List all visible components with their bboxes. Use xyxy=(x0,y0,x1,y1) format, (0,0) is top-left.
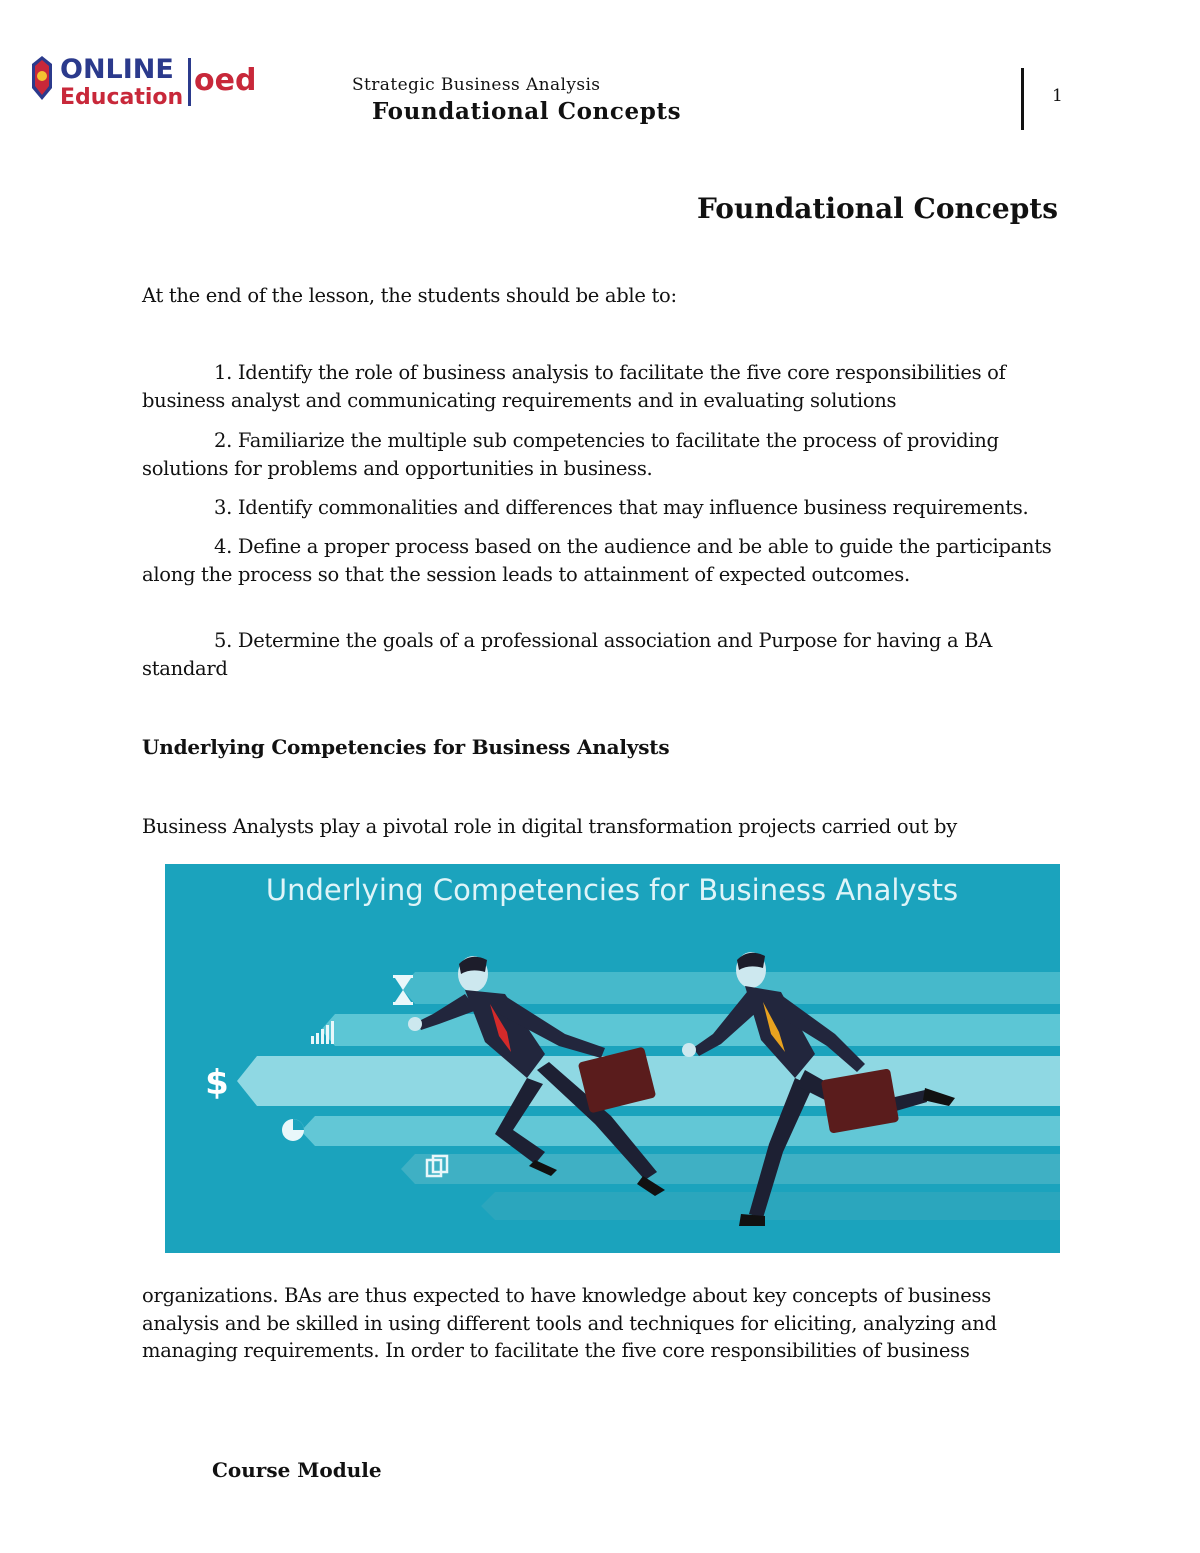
objective-item xyxy=(142,359,1062,414)
dollar-icon: $ xyxy=(205,1063,229,1103)
body-paragraph: organizations. BAs are thus expected to have knowledge about key concepts of business analysis and be skilled in using different tools and techniques for eliciting, analyzing and managing requirements. In order to facilitate the five core responsibilities of business xyxy=(142,1284,997,1362)
section-heading: Underlying Competencies for Business Analysts xyxy=(142,735,670,759)
competencies-banner-image xyxy=(165,864,1060,1253)
objective-item xyxy=(142,427,1062,482)
objective-item xyxy=(142,533,1062,588)
intro-text: At the end of the lesson, the students should be able to: xyxy=(142,284,677,307)
header-subtitle: Strategic Business Analysis xyxy=(352,75,601,95)
objective-item xyxy=(142,494,1062,522)
shield-icon xyxy=(32,56,52,100)
objective-text: 2. Familiarize the multiple sub competencies to facilitate the process of providing solutions for problems and opportunities in business. xyxy=(142,429,999,480)
objective-text: 3. Identify commonalities and differences that may influence business requirements. xyxy=(214,496,1029,519)
logo-text-online: ONLINE xyxy=(60,54,174,85)
page-number: 1 xyxy=(1052,86,1063,106)
online-education-logo xyxy=(28,48,268,114)
logo-text-education: Education xyxy=(60,85,184,110)
body-paragraph: Business Analysts play a pivotal role in digital transformation projects carried out by xyxy=(142,815,957,838)
header-title: Foundational Concepts xyxy=(372,98,682,125)
objective-text: 1. Identify the role of business analysis to facilitate the five core responsibilities of business analyst and communicating requirements and in evaluating solutions xyxy=(142,361,1006,412)
pie-chart-icon xyxy=(282,1119,304,1141)
objective-text: 5. Determine the goals of a professional association and Purpose for having a BA standard xyxy=(142,629,992,680)
logo-text-oed: oed xyxy=(194,63,257,98)
banner-title: Underlying Competencies for Business Analysts xyxy=(265,873,959,907)
header-divider xyxy=(1021,68,1024,130)
footer-course-module: Course Module xyxy=(212,1458,382,1482)
document-title: Foundational Concepts xyxy=(696,192,1058,225)
objective-item xyxy=(142,627,1062,682)
objective-text: 4. Define a proper process based on the audience and be able to guide the participants along the process so that the session leads to attainment of expected outcomes. xyxy=(142,535,1052,586)
logo-divider xyxy=(188,58,191,106)
